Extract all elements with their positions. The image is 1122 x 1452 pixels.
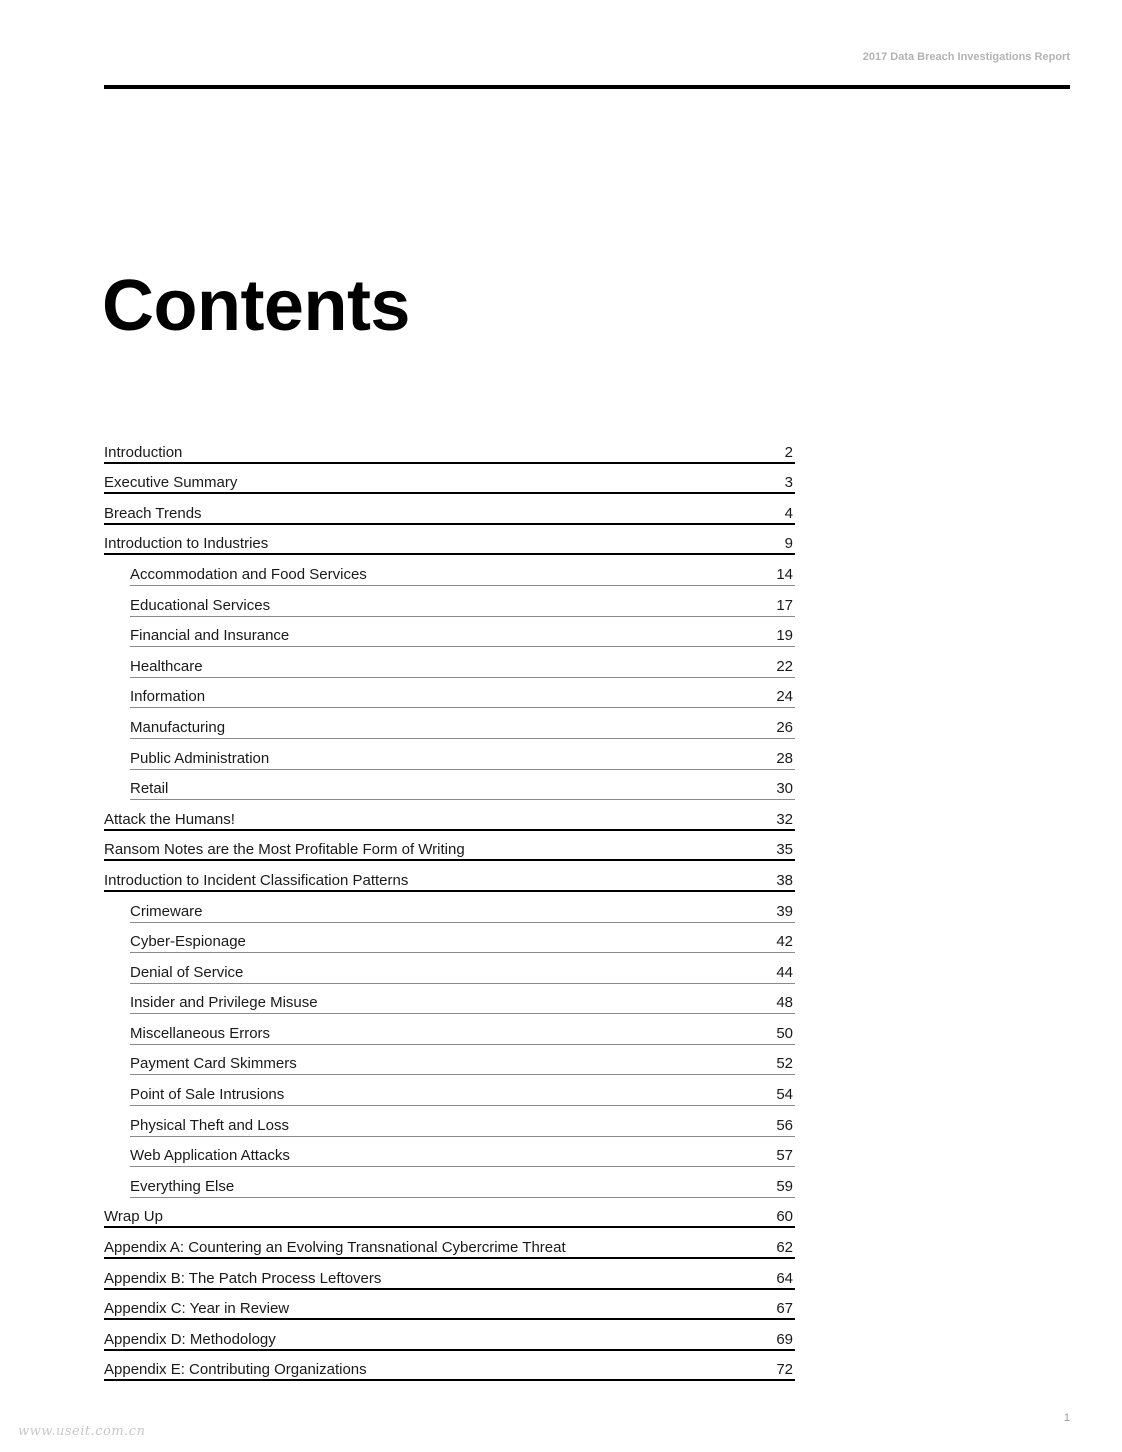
toc-entry-label[interactable]: Insider and Privilege Misuse	[130, 994, 318, 1012]
toc-entry-label[interactable]: Point of Sale Intrusions	[130, 1086, 285, 1104]
toc-entry-page[interactable]: 60	[776, 1208, 793, 1226]
toc-entry[interactable]	[104, 1045, 795, 1076]
toc-entry[interactable]	[104, 1198, 795, 1229]
table-of-contents	[104, 433, 795, 1381]
toc-entry[interactable]	[104, 739, 795, 770]
toc-entry-page[interactable]: 19	[776, 627, 793, 645]
toc-entry-label[interactable]: Executive Summary	[104, 474, 238, 492]
toc-entry-page[interactable]: 24	[776, 688, 793, 706]
toc-entry-page[interactable]: 67	[776, 1300, 793, 1318]
toc-entry-page[interactable]: 32	[776, 810, 793, 828]
toc-entry-page[interactable]: 42	[776, 933, 793, 951]
toc-entry-page[interactable]: 50	[776, 1024, 793, 1042]
page-number: 1	[1063, 1412, 1070, 1424]
toc-entry[interactable]	[104, 1259, 795, 1290]
toc-entry-label[interactable]: Introduction to Incident Classification Patterns	[104, 871, 409, 889]
toc-entry-label[interactable]: Introduction to Industries	[104, 535, 269, 553]
toc-entry[interactable]	[104, 617, 795, 648]
toc-entry-label[interactable]: Accommodation and Food Services	[130, 565, 367, 583]
toc-entry-page[interactable]: 72	[776, 1361, 793, 1379]
top-rule	[104, 85, 1070, 89]
toc-entry-page[interactable]: 9	[784, 535, 793, 553]
toc-entry[interactable]	[104, 831, 795, 862]
toc-entry-label[interactable]: Web Application Attacks	[130, 1147, 290, 1165]
toc-entry-page[interactable]: 38	[776, 871, 793, 889]
toc-entry-page[interactable]: 48	[776, 994, 793, 1012]
toc-entry[interactable]	[104, 923, 795, 954]
toc-entry-page[interactable]: 56	[776, 1116, 793, 1134]
toc-entry-page[interactable]: 2	[784, 443, 793, 461]
toc-entry-label[interactable]: Introduction	[104, 443, 183, 461]
toc-entry[interactable]	[104, 984, 795, 1015]
toc-entry[interactable]	[104, 433, 795, 464]
toc-entry[interactable]	[104, 708, 795, 739]
toc-entry-label[interactable]: Financial and Insurance	[130, 627, 290, 645]
toc-entry-page[interactable]: 28	[776, 749, 793, 767]
toc-entry-label[interactable]: Everything Else	[130, 1177, 235, 1195]
toc-entry-page[interactable]: 22	[776, 657, 793, 675]
toc-entry[interactable]	[104, 494, 795, 525]
toc-entry-label[interactable]: Appendix A: Countering an Evolving Transnational Cybercrime Threat	[104, 1239, 566, 1257]
toc-entry-label[interactable]: Breach Trends	[104, 504, 202, 522]
toc-entry[interactable]	[104, 1014, 795, 1045]
toc-entry-page[interactable]: 3	[784, 474, 793, 492]
toc-entry-page[interactable]: 52	[776, 1055, 793, 1073]
toc-entry[interactable]	[104, 1106, 795, 1137]
toc-entry-label[interactable]: Public Administration	[130, 749, 270, 767]
toc-entry[interactable]	[104, 464, 795, 495]
watermark: www.useit.com.cn	[18, 1424, 146, 1439]
toc-entry[interactable]	[104, 1290, 795, 1321]
toc-entry-label[interactable]: Wrap Up	[104, 1208, 163, 1226]
toc-entry[interactable]	[104, 800, 795, 831]
toc-entry-label[interactable]: Payment Card Skimmers	[130, 1055, 297, 1073]
page-title: Contents	[102, 266, 410, 346]
toc-entry-label[interactable]: Miscellaneous Errors	[130, 1024, 271, 1042]
toc-entry-page[interactable]: 30	[776, 780, 793, 798]
toc-entry-page[interactable]: 14	[776, 565, 793, 583]
toc-entry-label[interactable]: Appendix C: Year in Review	[104, 1300, 290, 1318]
toc-entry-label[interactable]: Retail	[130, 780, 169, 798]
toc-entry-label[interactable]: Appendix E: Contributing Organizations	[104, 1361, 367, 1379]
toc-entry-page[interactable]: 39	[776, 902, 793, 920]
toc-entry[interactable]	[104, 1075, 795, 1106]
toc-entry-page[interactable]: 35	[776, 841, 793, 859]
toc-entry-page[interactable]: 26	[776, 718, 793, 736]
toc-entry[interactable]	[104, 861, 795, 892]
toc-entry-label[interactable]: Cyber-Espionage	[130, 933, 246, 951]
toc-entry[interactable]	[104, 1351, 795, 1382]
toc-entry-label[interactable]: Appendix B: The Patch Process Leftovers	[104, 1269, 382, 1287]
toc-entry-page[interactable]: 44	[776, 963, 793, 981]
toc-entry[interactable]	[104, 1228, 795, 1259]
toc-entry[interactable]	[104, 1137, 795, 1168]
toc-entry-page[interactable]: 64	[776, 1269, 793, 1287]
toc-entry[interactable]	[104, 1320, 795, 1351]
toc-entry[interactable]	[104, 647, 795, 678]
toc-entry-page[interactable]: 69	[776, 1330, 793, 1348]
toc-entry-page[interactable]: 57	[776, 1147, 793, 1165]
toc-entry-label[interactable]: Ransom Notes are the Most Profitable Form of Writing	[104, 841, 465, 859]
toc-entry-page[interactable]: 62	[776, 1239, 793, 1257]
report-title: 2017 Data Breach Investigations Report	[862, 51, 1070, 63]
toc-entry[interactable]	[104, 555, 795, 586]
toc-entry[interactable]	[104, 892, 795, 923]
toc-entry-label[interactable]: Information	[130, 688, 206, 706]
toc-entry[interactable]	[104, 586, 795, 617]
toc-entry[interactable]	[104, 525, 795, 556]
toc-entry-label[interactable]: Appendix D: Methodology	[104, 1330, 276, 1348]
toc-entry-label[interactable]: Physical Theft and Loss	[130, 1116, 289, 1134]
toc-entry-label[interactable]: Manufacturing	[130, 718, 226, 736]
toc-entry-label[interactable]: Healthcare	[130, 657, 203, 675]
toc-entry-page[interactable]: 17	[776, 596, 793, 614]
toc-entry-page[interactable]: 59	[776, 1177, 793, 1195]
toc-entry[interactable]	[104, 953, 795, 984]
toc-entry-label[interactable]: Denial of Service	[130, 963, 244, 981]
toc-entry[interactable]	[104, 678, 795, 709]
toc-entry-label[interactable]: Attack the Humans!	[104, 810, 235, 828]
toc-entry-page[interactable]: 54	[776, 1086, 793, 1104]
toc-entry-page[interactable]: 4	[784, 504, 793, 522]
toc-entry[interactable]	[104, 770, 795, 801]
toc-entry-label[interactable]: Crimeware	[130, 902, 203, 920]
toc-entry[interactable]	[104, 1167, 795, 1198]
toc-entry-label[interactable]: Educational Services	[130, 596, 271, 614]
